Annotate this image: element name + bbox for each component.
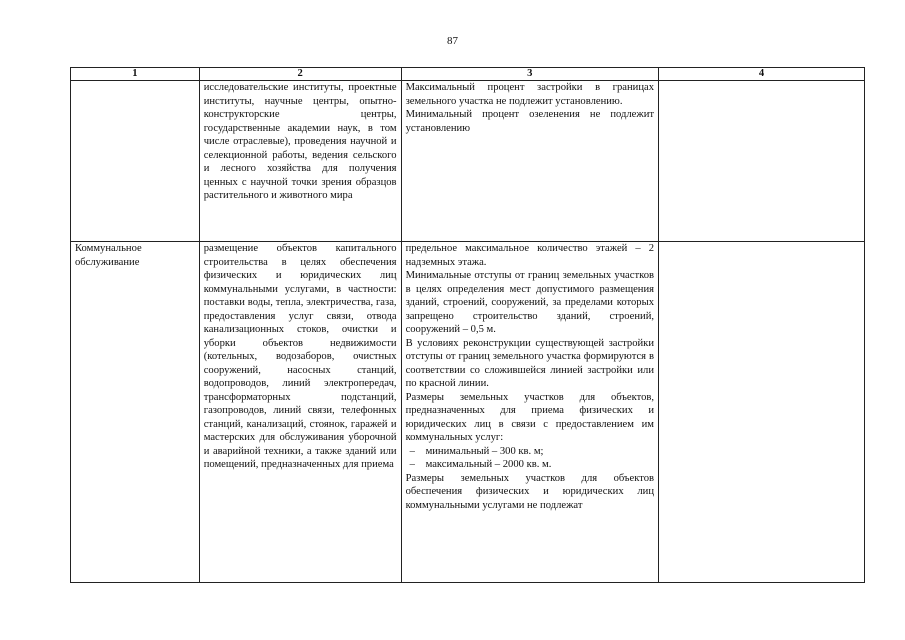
table-header-row bbox=[71, 68, 865, 81]
cell-use-type: Коммунальное обслуживание bbox=[71, 242, 200, 583]
list-item bbox=[406, 458, 654, 472]
column-header-4: 4 bbox=[659, 68, 865, 81]
cell-use-description: размещение объектов капитального строительства в целях обеспечения физических и юридических лиц коммунальными услугами, в частности: поставки воды, тепла, электричества, газа, предоставления услуг связи, отвода канализационных стоков, очистки и уборки объектов недвижимости (котельных, водозаборов, очистных сооружений, насосных станций, водопроводов, линий электропередач, трансформаторных подстанций, газопроводов, линий связи, телефонных станций, канализаций, стоянок, гаражей и мастерских для обслуживания уборочной и аварийной техники, а также зданий или помещений, предназначенных для приема bbox=[199, 242, 401, 583]
dash-marker: – bbox=[409, 445, 415, 457]
list-item-text: максимальный – 2000 кв. м. bbox=[425, 459, 552, 470]
zoning-table bbox=[70, 67, 865, 583]
parameter-paragraph: Размеры земельных участков для объектов обеспечения физических и юридических лиц коммунальными услугами не подлежат bbox=[405, 472, 655, 511]
list-item bbox=[406, 445, 654, 459]
parameter-paragraph: Минимальные отступы от границ земельных участков в целях определения мест допустимого размещения зданий, строений, сооружений, за пределами которых запрещено строительство зданий, строений, сооружений – 0,5 м. bbox=[405, 270, 655, 335]
cell-notes bbox=[659, 81, 865, 242]
cell-use-type bbox=[71, 81, 200, 242]
page-number: 87 bbox=[447, 35, 458, 47]
cell-notes bbox=[659, 242, 865, 583]
parameter-paragraph: предельное максимальное количество этажей – 2 надземных этажа. bbox=[405, 243, 655, 268]
dash-marker: – bbox=[409, 459, 415, 470]
column-header-2: 2 bbox=[199, 68, 401, 81]
parameter-paragraph: Размеры земельных участков для объектов, предназначенных для приема физических и юридических лиц в связи с предоставлением им коммунальных услуг: bbox=[405, 391, 655, 443]
cell-parameters bbox=[401, 242, 658, 583]
column-header-3: 3 bbox=[401, 68, 658, 81]
parameter-paragraph: В условиях реконструкции существующей застройки отступы от границ земельного участка формируются в соответствии со сложившейся линией застройки или по красной линии. bbox=[405, 337, 655, 389]
list-item-text: минимальный – 300 кв. м; bbox=[425, 445, 544, 457]
parameter-paragraph: Максимальный процент застройки в границах земельного участка не подлежит установлению. bbox=[405, 82, 655, 107]
parameter-paragraph: Минимальный процент озеленения не подлежит установлению bbox=[405, 109, 655, 134]
table-row bbox=[71, 81, 865, 242]
column-header-1: 1 bbox=[71, 68, 200, 81]
table-row bbox=[71, 242, 865, 583]
cell-use-description: исследовательские институты, проектные институты, научные центры, опытно-конструкторские центры, государственные академии наук, в том числе отраслевые), проведения научной и селекционной работы, ведения сельского и лесного хозяйства для получения ценных с научной точки зрения образцов растительного и животного мира bbox=[199, 81, 401, 242]
cell-parameters bbox=[401, 81, 658, 242]
